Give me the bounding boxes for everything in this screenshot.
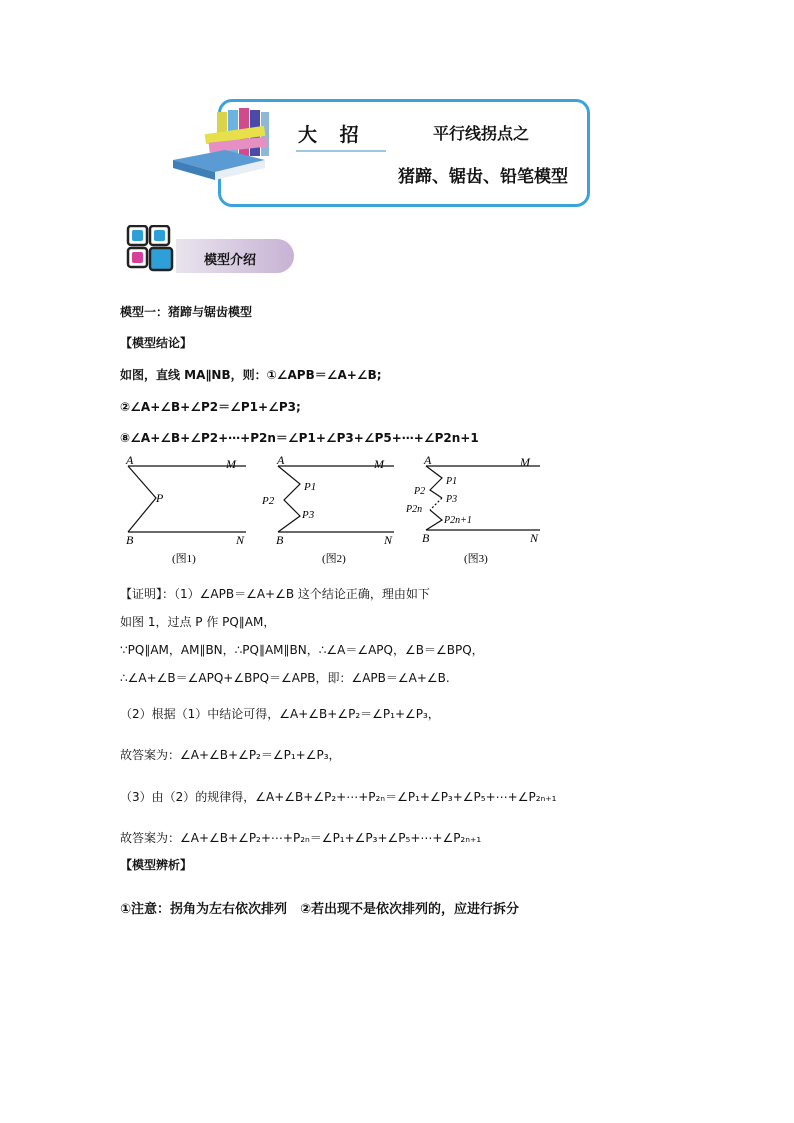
conclusion-heading: 【模型结论】 [120,336,193,350]
fig1-label-M: M [226,457,236,471]
fig3-caption: (图3) [464,553,488,565]
fig3-label-P2: P2 [414,486,426,497]
fig2-label-A: A [277,453,285,467]
conclusion-1: 如图，直线 MA∥NB，则：①∠APB＝∠A+∠B; [120,368,382,382]
fig2-label-P1: P1 [304,481,317,493]
fig1-label-B: B [126,533,134,547]
proof-line-3: ∴∠A+∠B＝∠APQ+∠BPQ＝∠APB，即：∠APB＝∠A+∠B. [120,671,450,685]
figure-2 [278,466,394,532]
figures [116,450,556,570]
proof-line-6: （3）由（2）的规律得，∠A+∠B+∠P₂+⋯+P₂ₙ＝∠P₁+∠P₃+∠P₅+⋯+∠P₂ₙ₊₁ [120,790,557,804]
books-icon [165,104,281,184]
fig3-label-N: N [530,531,539,545]
proof-line-1: 如图 1，过点 P 作 PQ∥AM， [120,615,276,629]
banner-title: 大 招 [298,124,367,146]
fig1-label-A: A [126,453,134,467]
fig2-label-P2: P2 [262,495,275,507]
fig3-label-P2n: P2n [406,504,423,515]
proof-line-5: 故答案为：∠A+∠B+∠P₂＝∠P₁+∠P₃， [120,748,341,762]
fig3-label-B: B [422,531,430,545]
fig2-label-P3: P3 [302,509,315,521]
fig2-label-B: B [276,533,284,547]
figure-1 [128,466,246,532]
conclusion-2: ②∠A+∠B+∠P2＝∠P1+∠P3; [120,400,301,414]
fig2-caption: (图2) [322,553,346,565]
fig3-label-M: M [520,455,530,469]
fig3-label-P3: P3 [446,494,458,505]
fig3-label-P2n1: P2n+1 [444,515,472,526]
proof-line-2: ∵PQ∥AM，AM∥BN，∴PQ∥AM∥BN，∴∠A＝∠APQ，∠B＝∠BPQ， [120,643,484,657]
conclusion-3: ⑧∠A+∠B+∠P2+⋯+P2n＝∠P1+∠P3+∠P5+⋯+∠P2n+1 [120,431,479,445]
section-title: 模型介绍 [204,253,257,268]
proof-line-7: 故答案为：∠A+∠B+∠P₂+⋯+P₂ₙ＝∠P₁+∠P₃+∠P₅+⋯+∠P₂ₙ₊₁ [120,831,482,845]
fig3-label-P1: P1 [446,476,458,487]
proof-line-4: （2）根据（1）中结论可得，∠A+∠B+∠P₂＝∠P₁+∠P₃， [120,707,440,721]
model-title: 模型一：猪蹄与锯齿模型 [120,305,253,319]
proof-heading: 【证明】：（1）∠APB＝∠A+∠B 这个结论正确，理由如下 [120,587,430,601]
fig2-label-N: N [384,533,393,547]
squares-icon [126,225,182,275]
fig1-label-P: P [156,491,164,505]
fig2-label-M: M [374,457,384,471]
fig3-label-A: A [424,453,432,467]
banner-underline [296,150,386,152]
banner-subtitle-1: 平行线拐点之 [433,124,530,143]
fig1-caption: (图1) [172,553,196,565]
analysis-heading: 【模型辨析】 [120,858,193,872]
banner-subtitle-2: 猪蹄、锯齿、铅笔模型 [398,167,568,187]
fig1-label-N: N [236,533,245,547]
analysis-line-1: ①注意：拐角为左右依次排列 ②若出现不是依次排列的，应进行拆分 [120,902,520,917]
